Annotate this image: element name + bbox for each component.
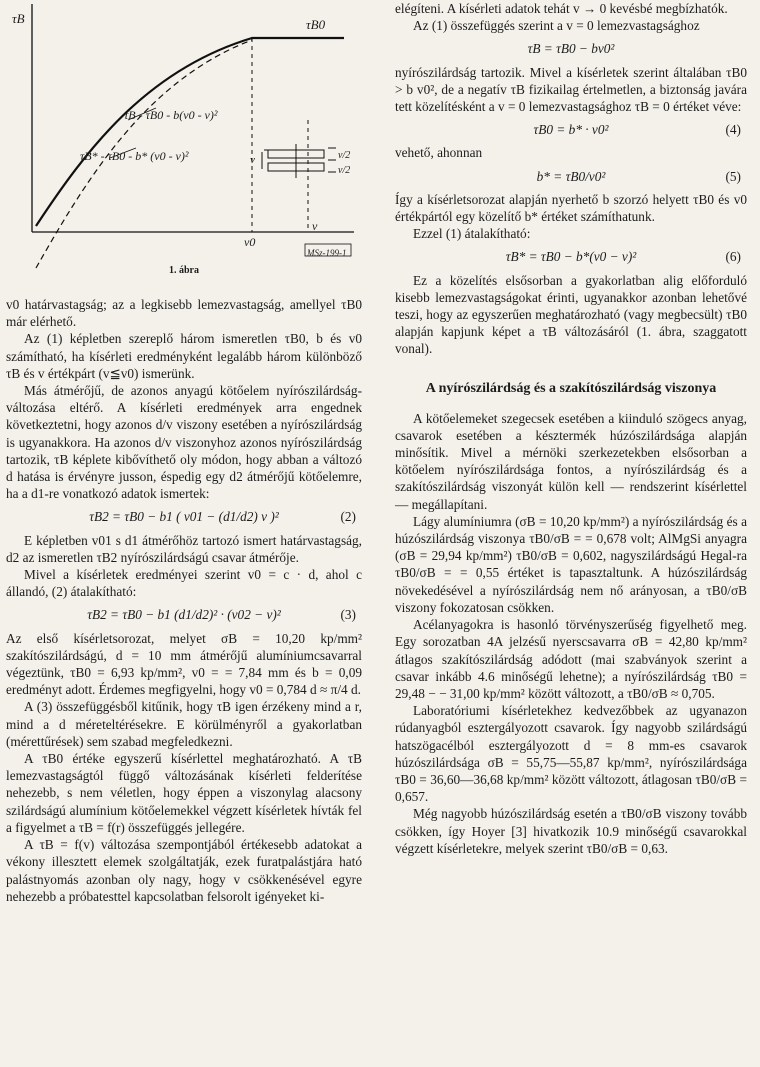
left-column [6,0,362,905]
paragraph: A (3) összefüggésből kitűnik, hogy τB igen érzékeny mind a r, mind a d méreteltérésekre. E körülményről a gyakorlatban (mérettűrések) sem szabad megfeledkezni. [6,699,362,749]
equation-6-number: (6) [725,249,741,265]
paragraph: A τB = f(v) változása szempontjából értékesebb adatokat a vékony illesztett elemek szolgáltatják, ezek furatpalástjára ható palástnyomás azonban oly nagy, hogy v csökkenésével egyre nehezebb a próbatesttel kapcsolatban felsorolt igényeket ki- [6,837,362,904]
paragraph: elégíteni. A kísérleti adatok tehát v → 0 kevésbé megbízhatók. [395,1,728,16]
paragraph: nyírószilárdság tartozik. Mivel a kísérletek szerint általában τB0 > b v0², de a negatív τB fizikailag értelmetlen, a biztonság javára tett közelítésként a v = 0 lemezvastagsághoz τB = 0 értéket véve: [395,64,747,115]
paragraph: Laboratóriumi kísérletekhez kedvezőbbek az ugyanazon rúdanyagból esztergályozott csavarok. Így nagyobb szilárdságú hatszögacélból esztergályozott d = 8 mm-es csavarok húzószilárdsága σB = 55,75—55,87 kp/mm², nyírószilárdsága τB0 = 36,60—36,68 kp/mm² között változott, átlagosan τB0/σB = 0,657. [395,703,747,805]
paragraph: Az (1) képletben szereplő három ismeretlen τB0, b és v0 számítható, ha kísérleti eredményként legalább három különböző τB és v értékpárt (v≦v0) ismerünk. [6,331,362,381]
paragraph: Ezzel (1) átalakítható: [413,226,531,242]
stamp-label: MSz-199-1 [307,248,347,258]
equation-3 [6,600,362,629]
paragraph: Mivel a kísérletek eredményei szerint v0 = c · d, ahol c állandó, (2) átalakítható: [6,567,362,600]
right-column [395,0,747,857]
equation-a-body: τB = τB0 − bv0² [527,41,615,57]
paragraph: Ez a közelítés elsősorban a gyakorlatban alig előforduló kisebb lemezvastagságokat érinti, ugyanakkor azonban lehetővé teszi, hogy az egyszerűen meghatározható (vagy megbecsült) τB0 alapján kapjunk képet a τB változásáról (1. ábra, szaggatott vonal). [395,272,747,357]
curve1-formula: τB - τB0 - b(v0 - v)² [124,108,218,122]
section-heading: A nyírószilárdság és a szakítószilárdság viszonya [425,380,717,396]
paragraph: A τB0 értéke egyszerű kísérlettel meghatározható. A τB lemezvastagságtól függő változásának kísérleti felderítése nehezebb, s nem véletlen, hogy éppen a viszonylag alacsony szilárdságú alumínium kötőelemekkel végzett kísérletek hívták fel a figyelmet a τB = f(r) összefüggés jellegére. [6,751,362,835]
equation-5 [395,162,747,191]
v0-tick-label: v0 [244,235,256,249]
paragraph: Más átmérőjű, de azonos anyagú kötőelem nyírószilárdság-változása eltérő. A kísérleti eredmények arra engednek következtetni, hogy azonos d/v viszony esetében a nyírószilárdság is ugyanakkora. Ha azonos d/v viszonyhoz azonos nyírószilárdság tartozik, τB képlete kibővíthető oly módon, hogy abban a változó d hatása is érvényre jusson, éspedig egy d2 átmérőjű kötőelemre, ha a d1-re vonatkozó adatok ismertek: [6,383,362,502]
equation-5-number: (5) [725,168,741,184]
equation-6-body: τB* = τB0 − b*(v0 − v)² [505,249,637,265]
y-axis-label: τB [12,11,25,26]
paragraph: Így a kísérletsorozat alapján nyerhető b szorzó helyett τB0 és v0 értékpártól egy közelítő b* értéket számíthatunk. [395,191,747,225]
equation-2-number: (2) [340,509,356,525]
equation-4 [395,115,747,144]
equation-4-number: (4) [725,122,741,138]
paragraph: Az első kísérletsorozat, melyet σB = 10,20 kp/mm² szakítószilárdságú, d = 10 mm átmérőjű alumíniumcsavarral végeztünk, τB0 = 6,93 kp/mm², v0 = = 7,84 mm és b = 0,09 eredményt adott. Érdemes megfigyelni, hogy v0 = 0,784 d ≈ π/4 d. [6,630,362,698]
joint-v2-label-b: v/2 [338,165,351,176]
paragraph: Acélanyagokra is hasonló törvényszerűség figyelhető meg. Egy sorozatban 4A jelzésű nyerscsavarra σB = 42,80 kp/mm² átlagos szakítószilárdság adódott (mai szabványok szerint a csavar inkább 4.6 minőségű lehetne); a nyírószilárdság τB0 = 29,48 − − 31,00 kp/mm² között változott, a τB0/σB ≈ 0,705. [395,617,747,701]
paragraph: Még nagyobb húzószilárdság esetén a τB0/σB viszony tovább csökken, így Hoyer [3] hivatkozik 10.9 minőségű csavarokkal végzett kísérletekre, melyek szerint τB0/σB = 0,63. [395,806,747,856]
tau-b0-label: τB0 [306,17,326,32]
paragraph: Lágy alumíniumra (σB = 10,20 kp/mm²) a nyírószilárdság és a húzószilárdság viszonya τB0/σB = = 0,678 volt; AlMgSi anyagra (σB = 29,94 kp/mm²) τB0/σB = 0,602, nagyszilárdságú Hegal-ra τB0/σB = = 0,55 értéket is tapasztaltunk. A húzószilárdság növekedésével a nyírószilárdság nem nő arányosan, a τB0/σB viszony fokozatosan csökken. [395,513,747,615]
equation-4-body: τB0 = b* · v0² [533,122,609,138]
joint-v-label: v [250,154,255,166]
paragraph: E képletben v01 s d1 átmérőhöz tartozó ismert határvastagság, d2 az ismeretlen τB2 nyírószilárdságú csavar átmérője. [6,532,362,565]
joint-sketch [262,144,336,178]
equation-2 [6,502,362,531]
joint-v2-label-a: v/2 [338,150,351,161]
paragraph: v0 határvastagság; az a legkisebb lemezvastagság, amellyel τB0 már elérhető. [6,297,362,330]
equation-2-body: τB2 = τB0 − b1 ( v01 − (d1/d2) v )² [89,509,279,525]
equation-6 [395,242,747,271]
paragraph: vehető, ahonnan [395,145,483,161]
equation-3-body: τB2 = τB0 − b1 (d1/d2)² · (v02 − v)² [87,607,281,623]
v-tick-label: v [312,219,318,233]
paragraph: A kötőelemeket szegecsek esetében a kiinduló szögecs anyag, csavarok esetében a késztermék húzószilárdsága alapján minősítik. Mivel a mérnöki szerkezetekben elsősorban a kötőelem nyírószilárdsága fontos, a nyírószilárdság és a szakítószilárdság viszonyát külön kell — rendszerint kísérlettel — megállapítani. [395,410,747,512]
figure-caption: 1. ábra [169,265,199,276]
equation-5-body: b* = τB0/v0² [536,168,606,184]
curve2-formula: τB* - τB0 - b* (v0 - v)² [80,149,189,163]
figure-1 [6,0,362,296]
equation-3-number: (3) [340,607,356,623]
paragraph: Az (1) összefüggés szerint a v = 0 lemezvastagsághoz [413,18,700,34]
curve-tau-b [36,38,344,226]
shear-strength-diagram [6,0,362,276]
equation-a [395,34,747,63]
